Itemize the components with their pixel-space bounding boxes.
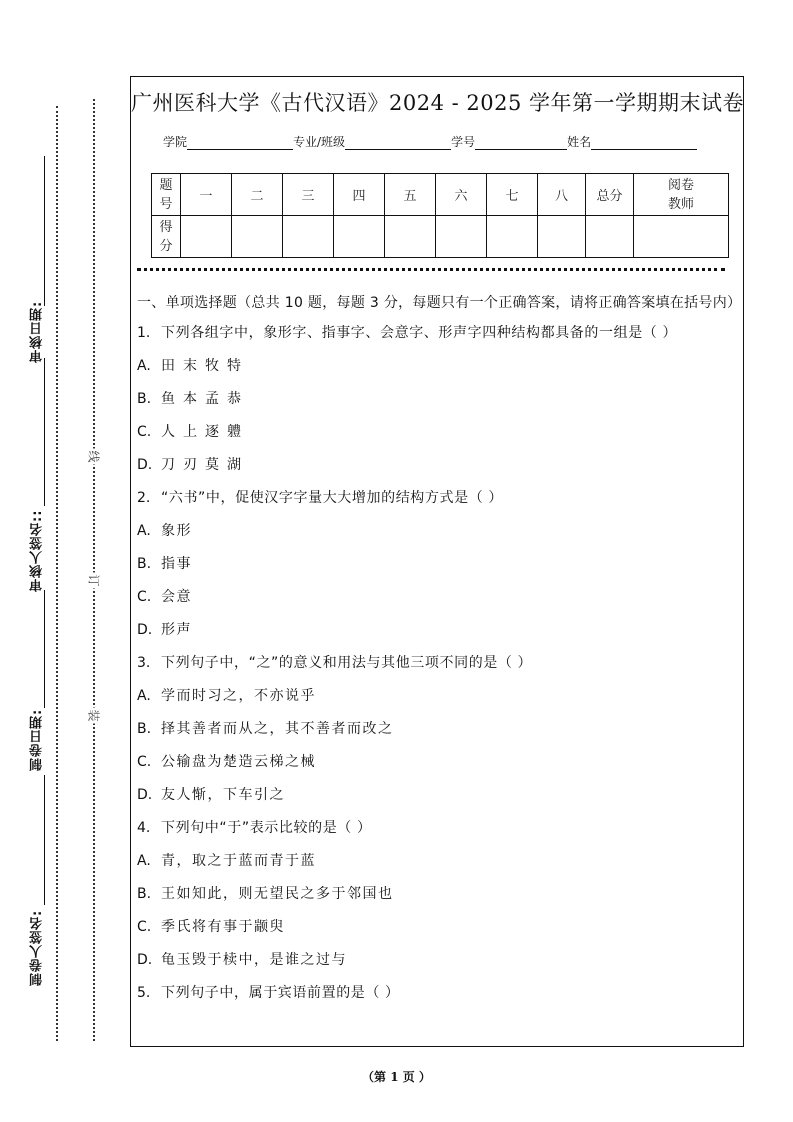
student-info-row <box>163 133 697 150</box>
option-3c[interactable]: C. 公输盘为楚造云梯之械 <box>137 754 316 770</box>
exam-maker-signature-label: 制卷人签名: <box>30 909 45 987</box>
student-id-label: 学号 <box>451 135 476 149</box>
option-3b[interactable]: B. 择其善者而从之，其不善者而改之 <box>137 721 394 737</box>
reviewer-signature-line <box>44 358 45 506</box>
question-2: 2. “六书”中，促使汉字字量大大增加的结构方式是（ ） <box>137 490 503 506</box>
option-4a[interactable]: A. 青，取之于蓝而青于蓝 <box>137 853 316 869</box>
col-header-8: 八 <box>538 174 586 216</box>
exam-date-line <box>44 590 45 708</box>
review-date-line <box>44 156 45 306</box>
score-cell-3[interactable] <box>283 216 334 258</box>
option-4b[interactable]: B. 王如知此，则无望民之多于邻国也 <box>137 886 394 902</box>
exam-maker-signature-line <box>44 775 45 905</box>
score-cell-5[interactable] <box>385 216 436 258</box>
col-header-6: 六 <box>436 174 487 216</box>
major-class-label: 专业/班级 <box>293 135 346 149</box>
binding-dotted-line-inner <box>56 106 58 1041</box>
name-label: 姓名 <box>567 135 592 149</box>
question-4: 4. 下列句中“于”表示比较的是（ ） <box>137 820 372 836</box>
section-single-choice <box>137 291 742 1012</box>
exam-frame <box>130 76 744 1047</box>
option-1a[interactable]: A. 田末牧特 <box>137 358 249 374</box>
binding-char-bind: 装 <box>86 709 101 722</box>
option-4d[interactable]: D. 龟玉毁于椟中，是谁之过与 <box>137 952 347 968</box>
score-cell-7[interactable] <box>487 216 538 258</box>
name-field[interactable] <box>591 135 697 150</box>
score-cell-6[interactable] <box>436 216 487 258</box>
college-label: 学院 <box>163 135 188 149</box>
binding-dotted-line-outer <box>93 99 95 1041</box>
college-field[interactable] <box>187 135 293 150</box>
binding-char-line: 线 <box>86 450 101 463</box>
exam-date-label: 制卷日期: <box>30 708 45 772</box>
option-3d[interactable]: D. 友人惭，下车引之 <box>137 787 285 803</box>
reviewer-signature-label: 审核人签名:: <box>30 509 45 593</box>
score-cell-8[interactable] <box>538 216 586 258</box>
score-row-header: 得 分 <box>152 216 181 258</box>
option-3a[interactable]: A. 学而时习之，不亦说乎 <box>137 688 316 704</box>
grader-header: 阅卷 教师 <box>634 174 729 216</box>
question-number-header: 题 号 <box>152 174 181 216</box>
score-table-score-row <box>152 216 729 258</box>
col-header-total: 总分 <box>586 174 634 216</box>
section-heading: 一、单项选择题（总共 10 题，每题 3 分，每题只有一个正确答案，请将正确答案填在括号内） <box>137 295 742 311</box>
option-2b[interactable]: B. 指事 <box>137 556 192 572</box>
option-1c[interactable]: C. 人上逐軆 <box>137 424 249 440</box>
review-date-label: 审核日期: <box>30 300 45 364</box>
score-table-header-row <box>152 174 729 216</box>
score-cell-1[interactable] <box>181 216 232 258</box>
score-cell-2[interactable] <box>232 216 283 258</box>
student-id-field[interactable] <box>475 135 567 150</box>
col-header-4: 四 <box>334 174 385 216</box>
option-2a[interactable]: A. 象形 <box>137 523 192 539</box>
option-4c[interactable]: C. 季氏将有事于颛臾 <box>137 919 285 935</box>
option-2d[interactable]: D. 形声 <box>137 622 192 638</box>
option-1b[interactable]: B. 鱼本孟恭 <box>137 391 249 407</box>
question-1: 1. 下列各组字中，象形字、指事字、会意字、形声字四种结构都具备的一组是（ ） <box>137 325 678 341</box>
col-header-2: 二 <box>232 174 283 216</box>
option-1d[interactable]: D. 刀刃莫湖 <box>137 457 249 473</box>
question-5: 5. 下列句子中，属于宾语前置的是（ ） <box>137 985 400 1001</box>
score-table <box>151 173 729 258</box>
col-header-1: 一 <box>181 174 232 216</box>
col-header-7: 七 <box>487 174 538 216</box>
question-3: 3. 下列句子中，“之”的意义和用法与其他三项不同的是（ ） <box>137 655 533 671</box>
exam-title: 广州医科大学《古代汉语》2024 - 2025 学年第一学期期末试卷 <box>131 91 745 115</box>
col-header-5: 五 <box>385 174 436 216</box>
score-cell-total[interactable] <box>586 216 634 258</box>
score-cell-grader[interactable] <box>634 216 729 258</box>
col-header-3: 三 <box>283 174 334 216</box>
score-cell-4[interactable] <box>334 216 385 258</box>
option-2c[interactable]: C. 会意 <box>137 589 192 605</box>
binding-char-staple: 订 <box>86 574 101 587</box>
major-class-field[interactable] <box>345 135 451 150</box>
dotted-separator <box>137 268 725 271</box>
page-number: （第 1 页 ） <box>362 1070 431 1084</box>
